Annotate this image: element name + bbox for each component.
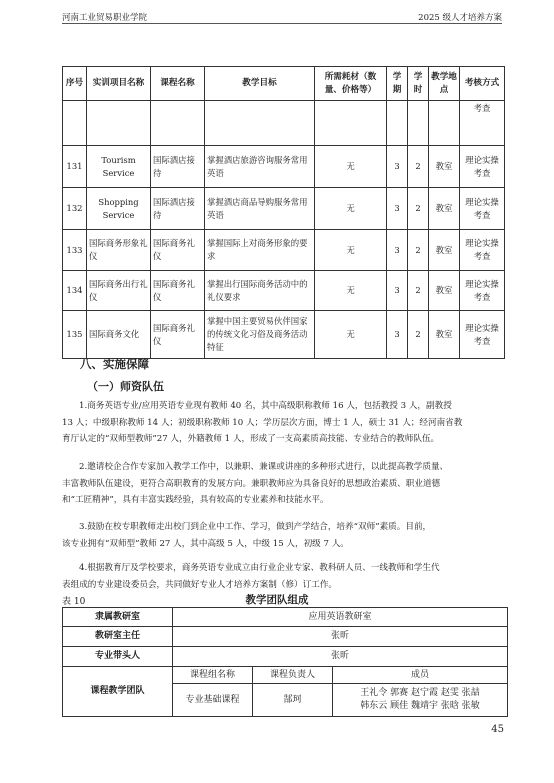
header-doc-title: 2025 级人才培养方案 <box>418 13 502 23</box>
table-row <box>63 647 508 667</box>
cell-place: 教室 <box>429 146 460 188</box>
table-row <box>63 608 508 627</box>
col-header: 课程组名称 <box>173 667 253 684</box>
para-line: 1.商务英语专业/应用英语专业现有教师 40 名，其中高级职称教师 16 人，包括教授 3 人，副教授 <box>79 401 452 411</box>
cell-material: 无 <box>315 311 387 359</box>
col-header: 成员 <box>333 667 508 684</box>
col-header: 序号 <box>63 67 87 101</box>
row-value: 张昕 <box>173 647 508 667</box>
row-key: 隶属教研室 <box>63 608 173 627</box>
para-line: 4.根据教育厅及学校要求，商务英语专业成立由行业企业专家、教科研人员、一线教师和学生代 <box>79 563 440 573</box>
members-line: 韩东云 顾佳 魏靖宇 张晗 张敏 <box>360 701 480 711</box>
teaching-team-table <box>62 607 508 717</box>
table-label: 表 10 <box>62 597 86 607</box>
cell-term: 3 <box>387 271 408 311</box>
table-row <box>63 667 508 684</box>
para-line: 丰富教师队伍建设，更符合高职教育的发展方向。兼职教师应为具备良好的思想政治素质、职业道德 <box>62 478 441 489</box>
cell-place: 教室 <box>429 311 460 359</box>
row-value: 张昕 <box>173 627 508 647</box>
col-header: 教学目标 <box>205 67 315 101</box>
col-header: 课程负责人 <box>253 667 333 684</box>
cell-term: 3 <box>387 146 408 188</box>
col-header: 学时 <box>408 67 429 101</box>
cell-goal: 掌握酒店旅游咨询服务常用英语 <box>205 146 315 188</box>
cell-leader: 郜珂 <box>253 684 333 717</box>
col-header: 所需耗材（数量、价格等） <box>315 67 387 101</box>
cell-course: 国际商务礼仪 <box>151 311 205 359</box>
para-line: 3.鼓励在校专职教师走出校门到企业中工作、学习，做到产学结合，培养“双师”素质。目前， <box>79 522 432 532</box>
cell-place: 教室 <box>429 271 460 311</box>
cell-goal: 掌握国际上对商务形象的要求 <box>205 230 315 271</box>
cell-hours: 2 <box>408 271 429 311</box>
para-line: 育厅认定的“双师型教师”27 人，外籍教师 1 人，形成了一支高素质高技能、专业结合的教师队伍。 <box>62 434 440 444</box>
members-line: 王礼令 郭赛 赵宁霞 赵雯 张喆 <box>360 688 480 698</box>
table-row <box>63 627 508 647</box>
para-line: 13 人；中级职称教师 14 人；初级职称教师 10 人；学历层次方面，博士 1 人，硕士 31 人；经河南省教 <box>62 417 463 428</box>
table-row <box>63 311 505 359</box>
row-value: 应用英语教研室 <box>173 608 508 627</box>
para-line: 该专业拥有“双师型”教师 27 人，其中高级 5 人，中级 15 人，初级 7 人。 <box>62 538 349 549</box>
cell-exam: 理论实操考查 <box>460 230 505 271</box>
training-projects-table <box>62 66 505 359</box>
cell-material: 无 <box>315 188 387 230</box>
table-row <box>63 146 505 188</box>
col-header: 学期 <box>387 67 408 101</box>
cell-course: 国际酒店接待 <box>151 146 205 188</box>
cell-project: 国际商务形象礼仪 <box>87 230 151 271</box>
cell-material: 无 <box>315 271 387 311</box>
cell-project: Tourism Service <box>87 146 151 188</box>
cell-exam: 考查 <box>460 101 505 146</box>
para-line: 表组成的专业建设委员会，共同做好专业人才培养方案制（修）订工作。 <box>62 579 338 590</box>
paragraph-4 <box>62 560 503 593</box>
col-header: 实训项目名称 <box>87 67 151 101</box>
subsection-title: （一）师资队伍 <box>87 380 164 393</box>
cell-no: 133 <box>63 230 87 271</box>
table-row <box>63 230 505 271</box>
cell-goal: 掌握中国主要贸易伙伴国家的传统文化习俗及商务活动特征 <box>205 311 315 359</box>
cell-term: 3 <box>387 230 408 271</box>
cell-project: 国际商务文化 <box>87 311 151 359</box>
cell-place: 教室 <box>429 230 460 271</box>
cell-exam: 理论实操考查 <box>460 271 505 311</box>
col-header: 课程名称 <box>151 67 205 101</box>
table-header-row <box>63 67 505 101</box>
paragraph-3 <box>62 519 503 552</box>
paragraph-1 <box>62 398 503 448</box>
cell-hours: 2 <box>408 146 429 188</box>
section-title: 八、实施保障 <box>80 357 149 371</box>
row-key: 专业带头人 <box>63 647 173 667</box>
para-line: 2.邀请校企合作专家加入教学工作中，以兼职、兼课或讲座的多种形式进行，以此提高教学质量、 <box>79 462 449 472</box>
cell-goal: 掌握酒店商品导购服务常用英语 <box>205 188 315 230</box>
cell-project: Shopping Service <box>87 188 151 230</box>
table-title: 教学团队组成 <box>245 594 309 606</box>
cell-no: 135 <box>63 311 87 359</box>
cell-goal: 掌握出行国际商务活动中的礼仪要求 <box>205 271 315 311</box>
cell-material: 无 <box>315 146 387 188</box>
header-school-name: 河南工业贸易职业学院 <box>62 13 148 23</box>
cell-group: 专业基础课程 <box>173 684 253 717</box>
cell-members <box>333 684 508 717</box>
cell-hours: 2 <box>408 230 429 271</box>
cell-course: 国际商务礼仪 <box>151 271 205 311</box>
cell-exam: 理论实操考查 <box>460 188 505 230</box>
table-row <box>63 188 505 230</box>
row-key: 课程教学团队 <box>63 667 173 717</box>
cell-hours: 2 <box>408 188 429 230</box>
col-header: 考核方式 <box>460 67 505 101</box>
cell-course: 国际酒店接待 <box>151 188 205 230</box>
cell-term: 3 <box>387 311 408 359</box>
col-header: 教学地点 <box>429 67 460 101</box>
cell-course: 国际商务礼仪 <box>151 230 205 271</box>
cell-no: 131 <box>63 146 87 188</box>
page-number: 45 <box>491 724 504 735</box>
page-header <box>62 9 502 24</box>
row-key: 教研室主任 <box>63 627 173 647</box>
cell-no: 132 <box>63 188 87 230</box>
cell-material: 无 <box>315 230 387 271</box>
paragraph-2 <box>62 459 503 509</box>
cell-hours: 2 <box>408 311 429 359</box>
para-line: 和“工匠精神”，具有丰富实践经验，具有较高的专业素养和技能水平。 <box>62 495 329 505</box>
cell-exam: 理论实操考查 <box>460 146 505 188</box>
cell-place: 教室 <box>429 188 460 230</box>
cell-project: 国际商务出行礼仪 <box>87 271 151 311</box>
table-row <box>63 101 505 146</box>
table-row <box>63 271 505 311</box>
cell-no: 134 <box>63 271 87 311</box>
cell-exam: 理论实操考查 <box>460 311 505 359</box>
cell-term: 3 <box>387 188 408 230</box>
